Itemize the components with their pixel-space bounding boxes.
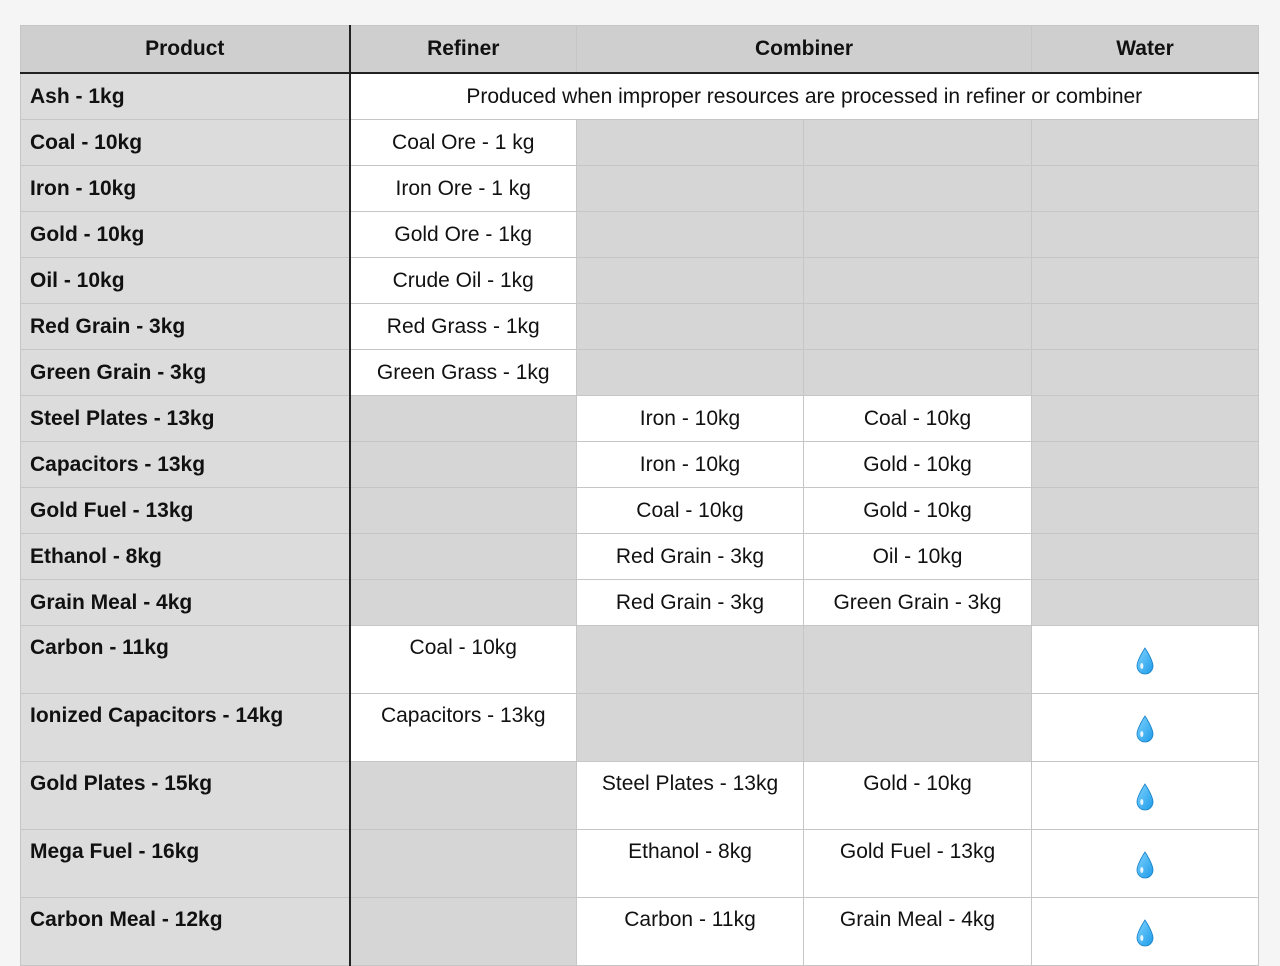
combiner-ingredient-cell: Red Grain - 3kg — [577, 534, 804, 580]
product-cell: Grain Meal - 4kg — [21, 580, 350, 626]
header-product: Product — [21, 26, 350, 74]
table-row — [21, 258, 1259, 304]
combiner-ingredient-cell: Gold - 10kg — [804, 442, 1032, 488]
combiner-ingredient-cell: Grain Meal - 4kg — [804, 898, 1032, 966]
combiner-ingredient-cell — [577, 694, 804, 762]
combiner-ingredient-cell: Oil - 10kg — [804, 534, 1032, 580]
header-combiner: Combiner — [577, 26, 1032, 74]
refiner-cell: Red Grass - 1kg — [350, 304, 577, 350]
water-drop-icon — [1135, 851, 1155, 885]
water-cell — [1032, 396, 1259, 442]
combiner-ingredient-cell: Steel Plates - 13kg — [577, 762, 804, 830]
combiner-ingredient-cell — [804, 350, 1032, 396]
water-cell — [1032, 898, 1259, 966]
table-row — [21, 212, 1259, 258]
combiner-ingredient-cell — [804, 166, 1032, 212]
product-cell: Ethanol - 8kg — [21, 534, 350, 580]
water-drop-icon — [1135, 715, 1155, 749]
table-row — [21, 488, 1259, 534]
refiner-cell: Capacitors - 13kg — [350, 694, 577, 762]
table-row-ash — [21, 73, 1259, 120]
table-row — [21, 626, 1259, 694]
product-cell: Gold Fuel - 13kg — [21, 488, 350, 534]
combiner-ingredient-cell: Red Grain - 3kg — [577, 580, 804, 626]
product-cell: Green Grain - 3kg — [21, 350, 350, 396]
refiner-cell: Gold Ore - 1kg — [350, 212, 577, 258]
refiner-cell: Green Grass - 1kg — [350, 350, 577, 396]
product-cell: Carbon - 11kg — [21, 626, 350, 694]
refiner-cell — [350, 396, 577, 442]
water-cell — [1032, 694, 1259, 762]
table-row — [21, 580, 1259, 626]
refiner-cell — [350, 488, 577, 534]
water-cell — [1032, 166, 1259, 212]
combiner-ingredient-cell: Gold Fuel - 13kg — [804, 830, 1032, 898]
table-row — [21, 534, 1259, 580]
combiner-ingredient-cell — [577, 120, 804, 166]
combiner-ingredient-cell — [577, 350, 804, 396]
combiner-ingredient-cell: Gold - 10kg — [804, 762, 1032, 830]
table-row — [21, 396, 1259, 442]
combiner-ingredient-cell: Green Grain - 3kg — [804, 580, 1032, 626]
refiner-cell: Crude Oil - 1kg — [350, 258, 577, 304]
water-cell — [1032, 350, 1259, 396]
table-row — [21, 442, 1259, 488]
table-row — [21, 694, 1259, 762]
combiner-ingredient-cell — [577, 212, 804, 258]
combiner-ingredient-cell — [577, 626, 804, 694]
combiner-ingredient-cell: Coal - 10kg — [577, 488, 804, 534]
combiner-ingredient-cell — [577, 166, 804, 212]
product-cell: Gold Plates - 15kg — [21, 762, 350, 830]
product-cell: Red Grain - 3kg — [21, 304, 350, 350]
water-cell — [1032, 212, 1259, 258]
refiner-cell — [350, 830, 577, 898]
combiner-ingredient-cell — [804, 304, 1032, 350]
water-drop-icon — [1135, 919, 1155, 953]
combiner-ingredient-cell — [577, 258, 804, 304]
table-row — [21, 762, 1259, 830]
product-cell: Coal - 10kg — [21, 120, 350, 166]
header-row — [21, 26, 1259, 74]
product-cell: Oil - 10kg — [21, 258, 350, 304]
water-cell — [1032, 442, 1259, 488]
refiner-cell — [350, 898, 577, 966]
table-row — [21, 120, 1259, 166]
combiner-ingredient-cell: Coal - 10kg — [804, 396, 1032, 442]
product-cell: Capacitors - 13kg — [21, 442, 350, 488]
combiner-ingredient-cell: Gold - 10kg — [804, 488, 1032, 534]
refiner-cell: Coal Ore - 1 kg — [350, 120, 577, 166]
table-row — [21, 830, 1259, 898]
combiner-ingredient-cell: Carbon - 11kg — [577, 898, 804, 966]
combiner-ingredient-cell — [804, 258, 1032, 304]
ash-note: Produced when improper resources are processed in refiner or combiner — [350, 73, 1259, 120]
refiner-cell — [350, 762, 577, 830]
product-cell: Gold - 10kg — [21, 212, 350, 258]
product-cell: Ash - 1kg — [21, 73, 350, 120]
water-cell — [1032, 120, 1259, 166]
combiner-ingredient-cell: Iron - 10kg — [577, 442, 804, 488]
water-cell — [1032, 580, 1259, 626]
product-cell: Steel Plates - 13kg — [21, 396, 350, 442]
table-row — [21, 166, 1259, 212]
water-cell — [1032, 762, 1259, 830]
table-row — [21, 898, 1259, 966]
water-cell — [1032, 534, 1259, 580]
product-cell: Ionized Capacitors - 14kg — [21, 694, 350, 762]
water-drop-icon — [1135, 783, 1155, 817]
product-cell: Mega Fuel - 16kg — [21, 830, 350, 898]
water-cell — [1032, 258, 1259, 304]
water-cell — [1032, 304, 1259, 350]
combiner-ingredient-cell: Ethanol - 8kg — [577, 830, 804, 898]
combiner-ingredient-cell — [804, 212, 1032, 258]
product-cell: Carbon Meal - 12kg — [21, 898, 350, 966]
combiner-ingredient-cell — [804, 626, 1032, 694]
table-row — [21, 304, 1259, 350]
refiner-cell — [350, 442, 577, 488]
table-row — [21, 350, 1259, 396]
combiner-ingredient-cell — [804, 120, 1032, 166]
refiner-cell — [350, 534, 577, 580]
water-cell — [1032, 830, 1259, 898]
water-cell — [1032, 626, 1259, 694]
combiner-ingredient-cell — [577, 304, 804, 350]
header-refiner: Refiner — [350, 26, 577, 74]
refiner-cell: Coal - 10kg — [350, 626, 577, 694]
combiner-ingredient-cell — [804, 694, 1032, 762]
refiner-cell: Iron Ore - 1 kg — [350, 166, 577, 212]
recipe-table — [20, 25, 1259, 966]
header-water: Water — [1032, 26, 1259, 74]
water-cell — [1032, 488, 1259, 534]
refiner-cell — [350, 580, 577, 626]
combiner-ingredient-cell: Iron - 10kg — [577, 396, 804, 442]
water-drop-icon — [1135, 647, 1155, 681]
product-cell: Iron - 10kg — [21, 166, 350, 212]
